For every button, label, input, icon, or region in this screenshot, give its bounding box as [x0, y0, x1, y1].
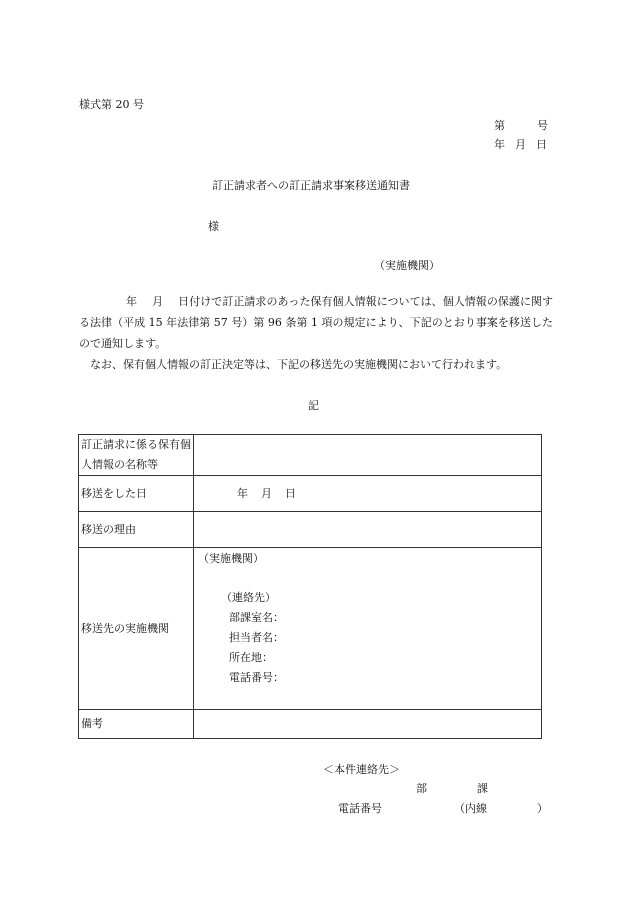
form-number: 様式第 20 号 — [79, 98, 144, 111]
contact-header: ＜本件連絡先＞ — [323, 763, 400, 776]
transfer-date-label: 移送をした日 — [79, 476, 194, 512]
contact-phone — [338, 802, 548, 816]
document-title: 訂正請求者への訂正請求事案移送通知書 — [212, 179, 410, 192]
contact-bu: 部 — [416, 782, 427, 795]
document-date — [494, 138, 547, 152]
contact-extension: （内線 — [454, 802, 487, 815]
date-month: 月 — [515, 138, 526, 151]
table-row — [79, 435, 542, 476]
table-row — [79, 548, 542, 710]
doc-number-go: 号 — [537, 119, 548, 132]
info-name-label: 訂正請求に係る保有個人情報の名称等 — [79, 435, 194, 476]
table-row — [79, 476, 542, 512]
body-paragraph-1 — [79, 291, 553, 354]
sender-agency: （実施機関） — [374, 259, 440, 272]
transfer-reason-label: 移送の理由 — [79, 512, 194, 548]
transfer-reason-value — [194, 512, 542, 548]
info-name-value — [194, 435, 542, 476]
contact-phone-label: 電話番号 — [338, 802, 382, 815]
transfer-day: 日 — [285, 486, 296, 500]
document-number — [494, 119, 548, 133]
contact-close-paren: ） — [537, 802, 548, 815]
department-field: 部課室名： — [229, 611, 284, 624]
doc-number-dai: 第 — [494, 119, 505, 132]
phone-field: 電話番号： — [229, 671, 284, 684]
contact-ka: 課 — [477, 782, 488, 795]
contact-department — [416, 782, 488, 796]
destination-agency-label: 移送先の実施機関 — [79, 548, 194, 710]
ki-label: 記 — [308, 399, 319, 412]
person-in-charge-field: 担当者名： — [229, 631, 284, 644]
date-day: 日 — [536, 138, 547, 151]
addressee-suffix: 様 — [208, 220, 219, 233]
table-row — [79, 512, 542, 548]
transfer-month: 月 — [261, 486, 272, 500]
body-paragraph-2: なお、保有個人情報の訂正決定等は、下記の移送先の実施機関において行われます。 — [90, 358, 508, 371]
body-month: 月 — [152, 295, 164, 308]
contact-info-header: （連絡先） — [221, 591, 276, 604]
body-text-1: 日付けで訂正請求のあった保有個人情報については、個人情報の保護に関する法律（平成 15 年法律第 57 号）第 96 条第 1 項の規定により、下記のとおり事案を移送したので通知します。 — [79, 295, 554, 350]
destination-agency: （実施機関） — [198, 552, 264, 565]
destination-agency-value — [194, 548, 542, 710]
table-row — [79, 710, 542, 739]
remarks-value — [194, 710, 542, 739]
remarks-label: 備考 — [79, 710, 194, 739]
transfer-year: 年 — [237, 486, 248, 500]
date-year: 年 — [494, 138, 505, 151]
transfer-details-table — [78, 434, 542, 739]
transfer-date-value — [194, 476, 542, 512]
address-field: 所在地： — [229, 651, 273, 664]
body-year: 年 — [126, 295, 138, 308]
